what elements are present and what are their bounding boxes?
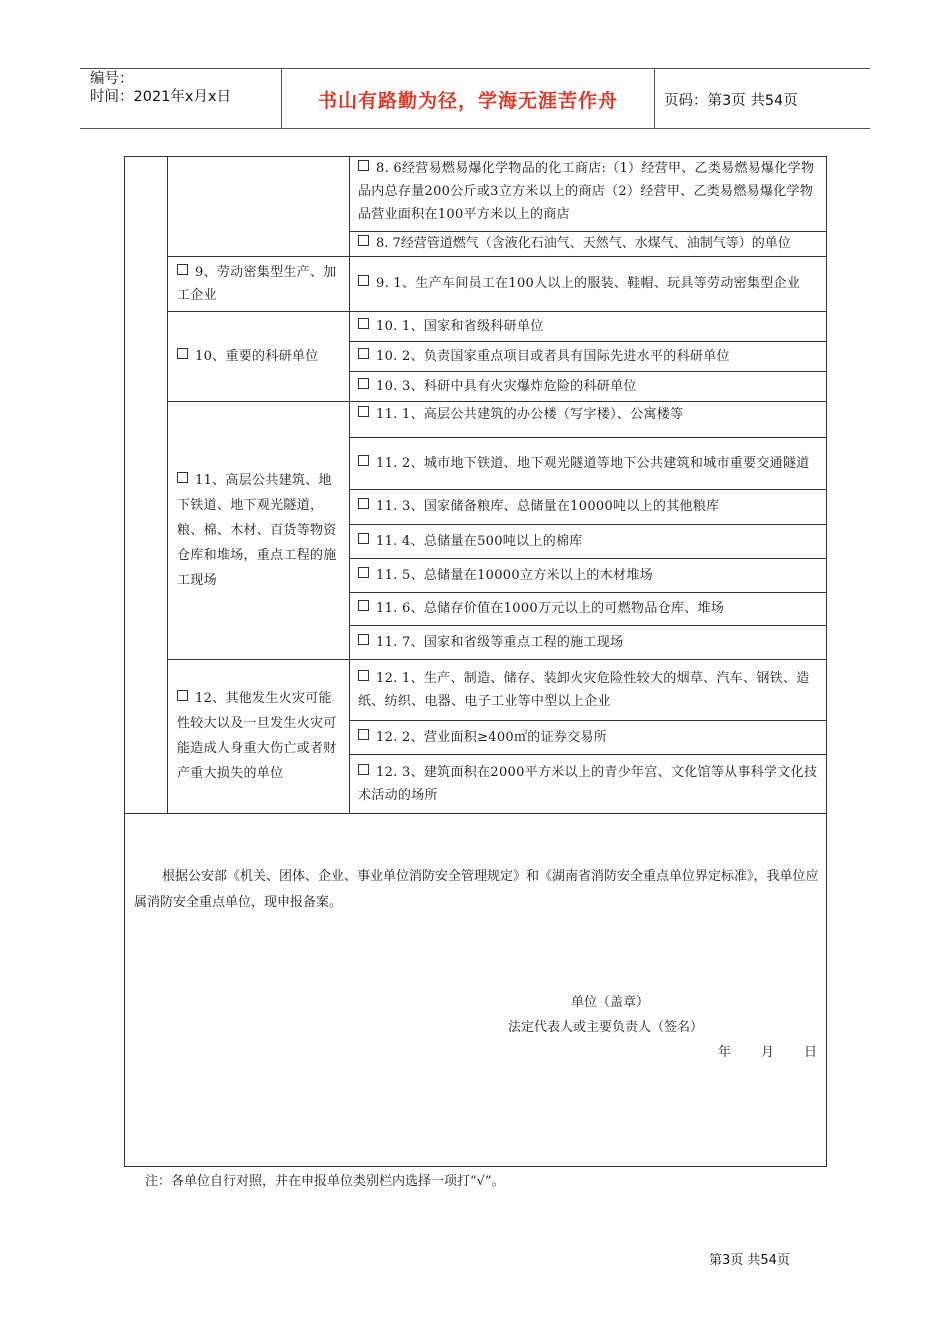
table-divider (124, 813, 826, 814)
checkbox-icon[interactable] (177, 264, 188, 275)
option-label: 9. 1、生产车间员工在100人以上的服装、鞋帽、玩具等劳动密集型企业 (376, 276, 801, 291)
checkbox-icon[interactable] (358, 406, 369, 417)
checkbox-icon[interactable] (358, 634, 369, 645)
checkbox-option[interactable] (350, 156, 826, 231)
checkbox-icon[interactable] (358, 275, 369, 286)
doc-number: 编号： (90, 71, 134, 87)
checkbox-option[interactable] (350, 437, 826, 489)
checkbox-option[interactable] (350, 659, 826, 720)
category-option[interactable] (168, 659, 349, 813)
doc-time: 时间：2021年x月x日 (90, 89, 232, 105)
date-month-label: 月 (761, 1045, 775, 1060)
checkbox-icon[interactable] (358, 533, 369, 544)
option-label: 8. 7经营管道燃气（含液化石油气、天然气、水煤气、油制气等）的单位 (376, 236, 791, 251)
option-label: 11. 5、总储量在10000立方米以上的木材堆场 (376, 567, 653, 583)
checkbox-option[interactable] (350, 256, 826, 311)
checkbox-icon[interactable] (358, 567, 369, 578)
unit-seal-label: 单位（盖章） (571, 995, 650, 1010)
checkbox-icon[interactable] (358, 498, 369, 509)
category-label: 11、高层公共建筑、地下铁道、地下观光隧道，粮、棉、木材、百货等物资仓库和堆场，重点工程的施工现场 (177, 472, 337, 588)
checkbox-option[interactable] (350, 311, 826, 341)
option-label: 10. 3、科研中具有火灾爆炸危险的科研单位 (376, 378, 637, 394)
checkbox-icon[interactable] (358, 160, 369, 171)
checkbox-icon[interactable] (358, 600, 369, 611)
header-top-rule (80, 68, 870, 69)
checkbox-option[interactable] (350, 341, 826, 371)
date-year-label: 年 (718, 1045, 732, 1060)
header-info (90, 70, 231, 106)
checkbox-icon[interactable] (358, 455, 369, 466)
option-label: 11. 4、总储量在500吨以上的棉库 (376, 533, 583, 549)
footer-page-number: 第3页 共54页 (709, 1253, 790, 1268)
option-label: 11. 6、总储存价值在1000万元以上的可燃物品仓库、堆场 (376, 601, 725, 616)
option-label: 8. 6经营易燃易爆化学物品的化工商店:（1）经营甲、乙类易燃易爆化学物品内总存量200公斤或3立方米以上的商店（2）经营甲、乙类易燃易爆化学物品营业面积在100平方米以上的商店 (358, 161, 815, 222)
header-divider (654, 68, 655, 129)
table-border (826, 156, 827, 1167)
option-label: 10. 1、国家和省级科研单位 (376, 318, 544, 334)
category-label: 9、劳动密集型生产、加工企业 (177, 264, 337, 303)
option-label: 10. 2、负责国家重点项目或者具有国际先进水平的科研单位 (376, 348, 730, 364)
checkbox-option[interactable] (350, 401, 826, 437)
checkbox-icon[interactable] (177, 472, 188, 483)
checkbox-icon[interactable] (358, 378, 369, 389)
legal-rep-signature-label: 法定代表人或主要负责人（签名） (508, 1020, 704, 1035)
option-label: 11. 7、国家和省级等重点工程的施工现场 (376, 634, 624, 650)
checkbox-option[interactable] (350, 524, 826, 558)
checkbox-option[interactable] (350, 231, 826, 256)
checkbox-icon[interactable] (358, 348, 369, 359)
checkbox-icon[interactable] (358, 318, 369, 329)
option-label: 12. 2、营业面积≥400㎡的证券交易所 (376, 729, 608, 745)
header-bottom-rule (80, 128, 870, 129)
category-label: 10、重要的科研单位 (195, 348, 319, 364)
category-option[interactable] (168, 256, 349, 311)
checkbox-icon[interactable] (358, 764, 369, 775)
option-label: 11. 2、城市地下铁道、地下观光隧道等地下公共建筑和城市重要交通隧道 (376, 455, 810, 471)
checkbox-icon[interactable] (358, 729, 369, 740)
checkbox-icon[interactable] (358, 670, 369, 681)
checkbox-option[interactable] (350, 754, 826, 813)
checkbox-option[interactable] (350, 625, 826, 659)
checkbox-option[interactable] (350, 720, 826, 754)
date-day-label: 日 (804, 1045, 818, 1060)
header-page-number: 页码：第3页 共54页 (664, 93, 798, 109)
category-option[interactable] (168, 311, 349, 401)
category-option[interactable] (168, 401, 349, 659)
footnote: 注：各单位自行对照，并在申报单位类别栏内选择一项打“√”。 (145, 1174, 505, 1189)
declaration-text: 根据公安部《机关、团体、企业、事业单位消防安全管理规定》和《湖南省消防安全重点单位界定标准》，我单位应属消防安全重点单位，现申报备案。 (134, 869, 819, 910)
option-label: 12. 3、建筑面积在2000平方米以上的青少年宫、文化馆等从事科学文化技术活动的场所 (358, 764, 818, 803)
checkbox-option[interactable] (350, 558, 826, 592)
checkbox-icon[interactable] (177, 690, 188, 701)
checkbox-option[interactable] (350, 489, 826, 524)
option-label: 11. 1、高层公共建筑的办公楼（写字楼）、公寓楼等 (376, 407, 684, 422)
table-border (124, 156, 125, 1167)
checkbox-icon[interactable] (358, 235, 369, 246)
category-label: 12、其他发生火灾可能性较大以及一旦发生火灾可能造成人身重大伤亡或者财产重大损失的单位 (177, 691, 337, 781)
header-motto: 书山有路勤为径，学海无涯苦作舟 (317, 90, 618, 112)
checkbox-option[interactable] (350, 592, 826, 625)
checkbox-option[interactable] (350, 371, 826, 401)
table-border (124, 1166, 826, 1167)
checkbox-icon[interactable] (177, 348, 188, 359)
option-label: 11. 3、国家储备粮库、总储量在10000吨以上的其他粮库 (376, 499, 720, 514)
option-label: 12. 1、生产、制造、储存、装卸火灾危险性较大的烟草、汽车、钢铁、造纸、纺织、电器、电子工业等中型以上企业 (358, 670, 810, 709)
